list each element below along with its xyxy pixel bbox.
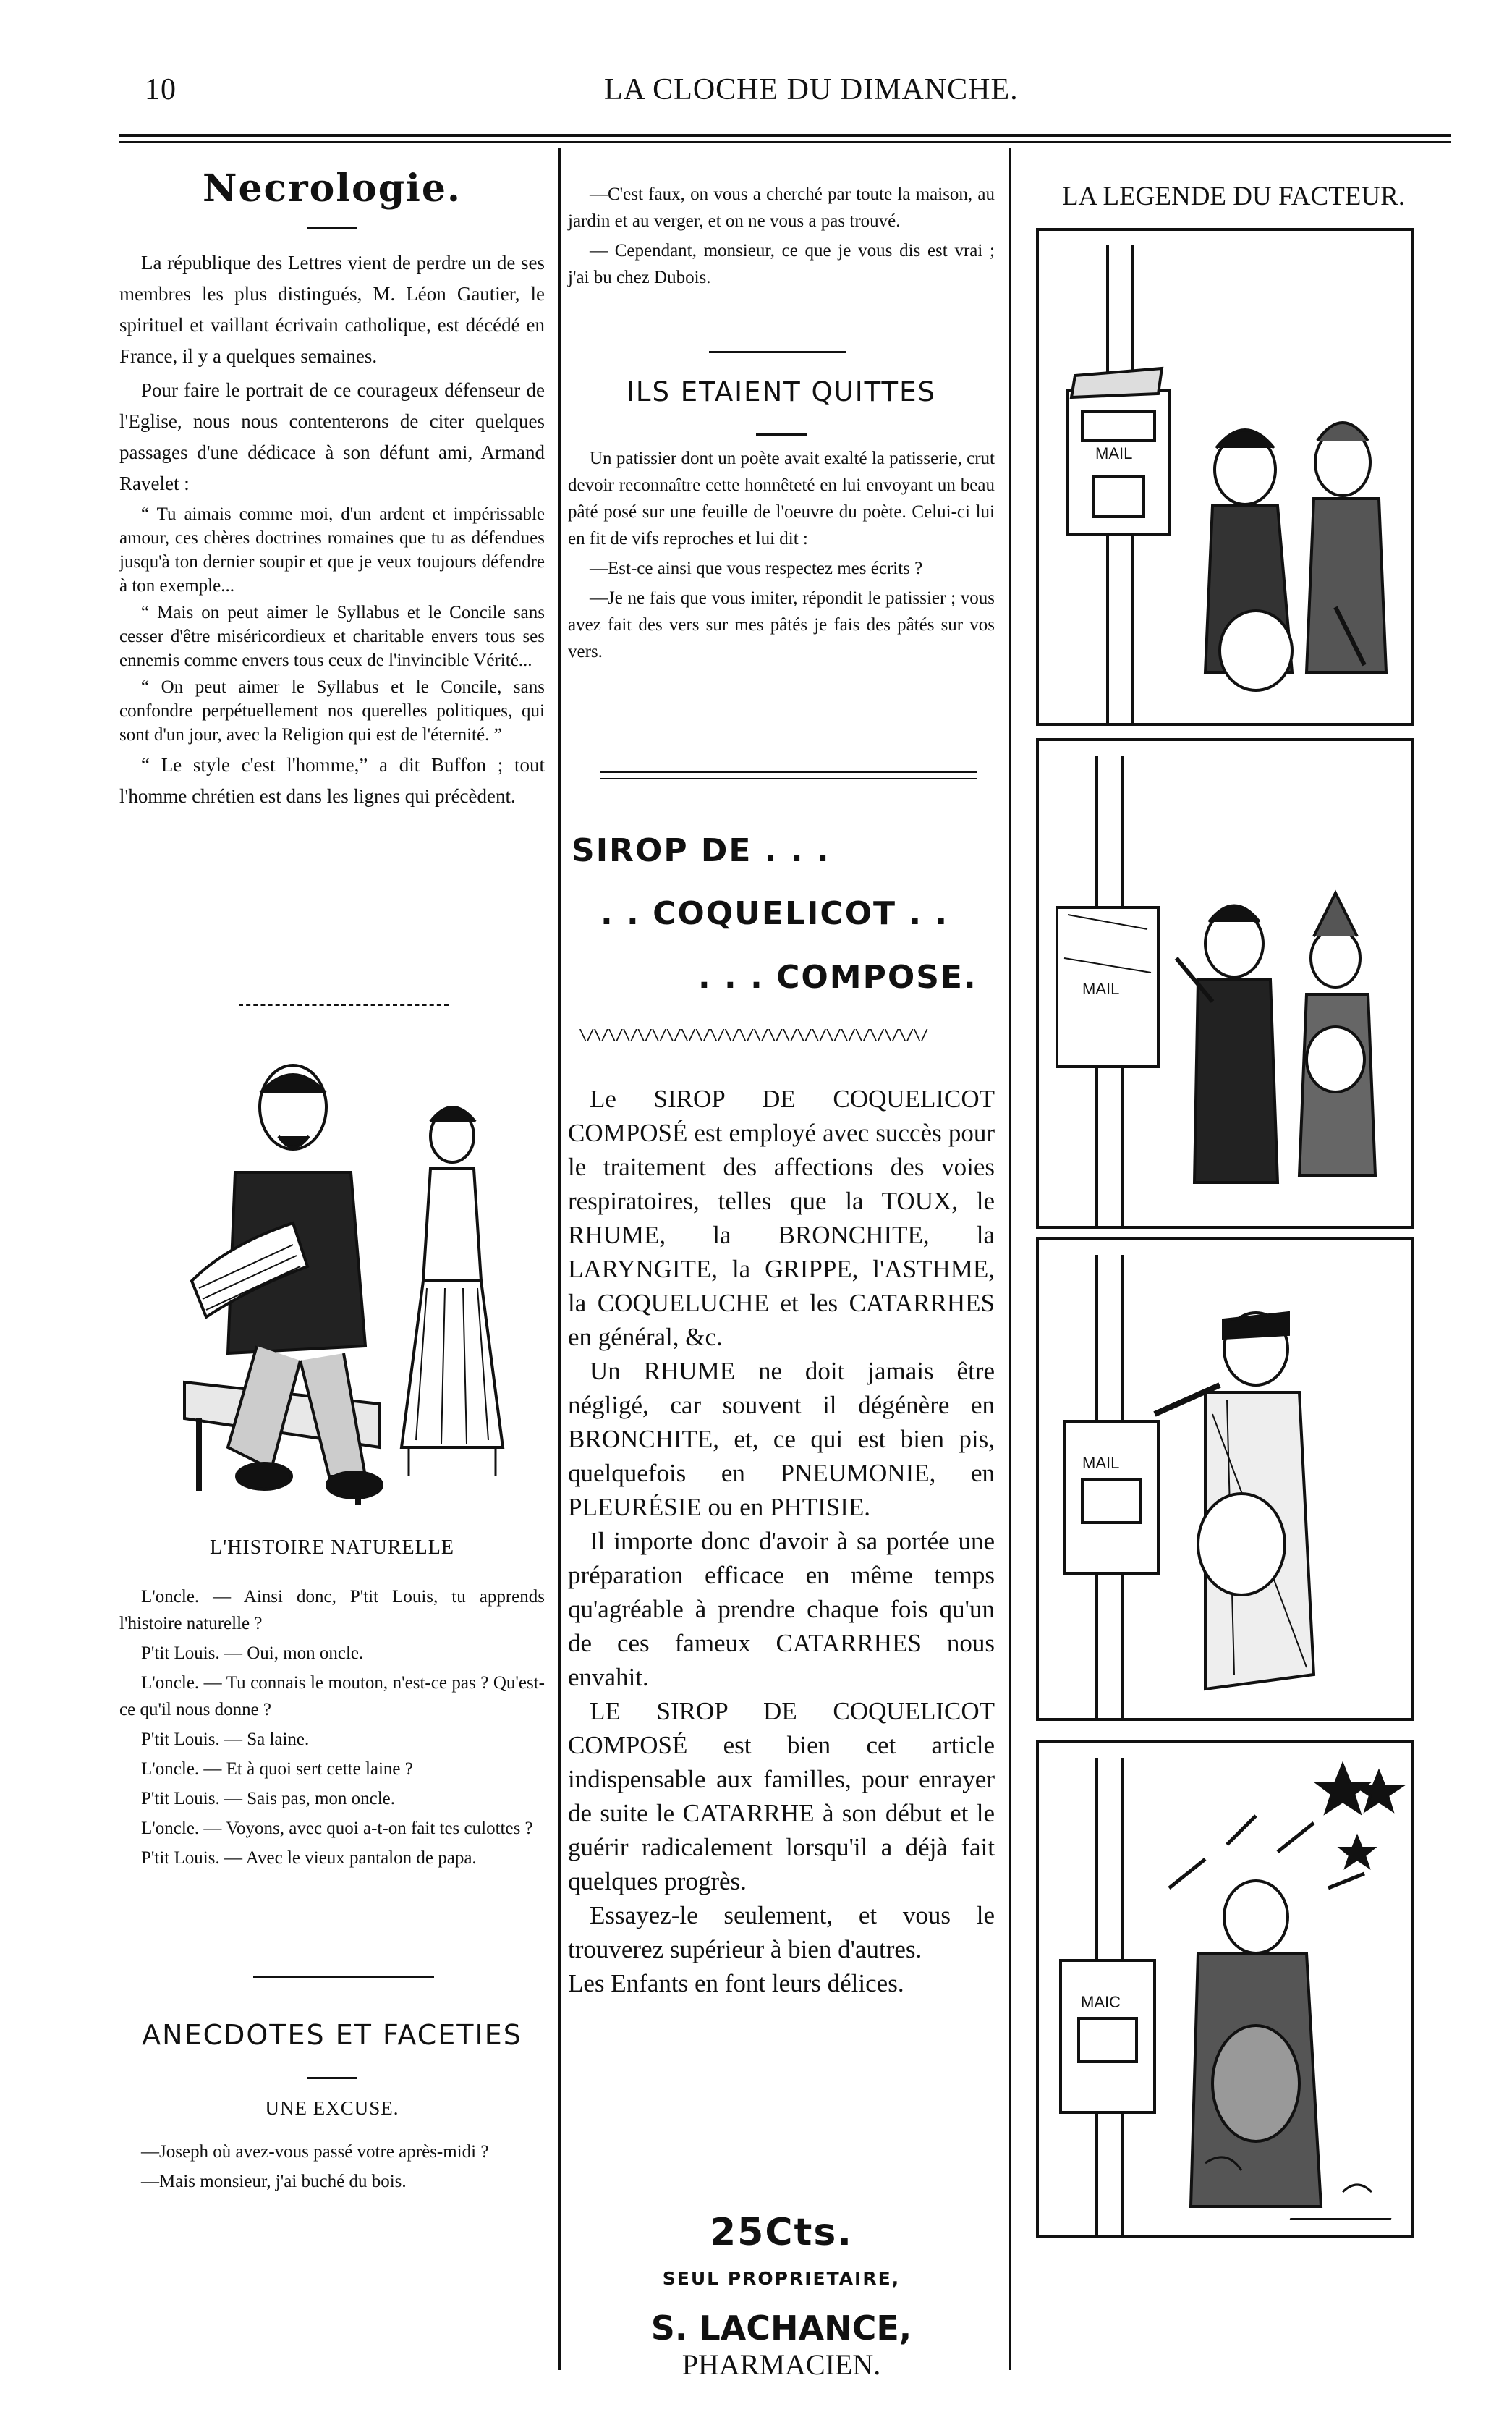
panel-1-drawing xyxy=(1039,231,1411,723)
necrologie-quote: “ On peut aimer le Syllabus et le Concile, sans confondre perpétuellement nos querelles politiques, qui sont d'un jour, avec la Religion qui est de l'éternité. ” xyxy=(119,677,545,745)
header-rule-top xyxy=(119,134,1451,137)
header-rule-bottom xyxy=(119,141,1451,143)
ad-seul-proprietaire: SEUL PROPRIETAIRE, xyxy=(662,2268,901,2289)
anecdotes-text-left xyxy=(119,2138,545,2198)
quittes-paragraph: Un patissier dont un poète avait exalté la patisserie, crut devoir reconnaître cette honnêteté en lui envoyant un beau pâté posé sur une feuille de l'oeuvre du poète. Celui-ci lui en fit de vifs reproches et lui dit : xyxy=(568,449,995,549)
dialogue-line: L'oncle. — Voyons, avec quoi a-t-on fait tes culottes ? xyxy=(141,1819,533,1838)
anecdote-line: — Cependant, monsieur, ce que je vous dis est vrai ; j'ai bu chez Dubois. xyxy=(568,241,995,287)
title-underline xyxy=(307,2077,357,2079)
anecdote-line: —Mais monsieur, j'ai buché du bois. xyxy=(141,2172,407,2191)
column-separator-2 xyxy=(1009,148,1011,2370)
anecdote-line: —C'est faux, on vous a cherché par toute la maison, au jardin et au verger, et on ne vous a pas trouvé. xyxy=(568,185,995,231)
page-number: 10 xyxy=(145,73,177,106)
necrologie-quote: “ Tu aimais comme moi, d'un ardent et impérissable amour, ces chères doctrines romaines que tu as défendues jusqu'à ton dernier soupir et que je veux toujours défendre à ton exemple... xyxy=(119,504,545,596)
panel-3-drawing xyxy=(1039,1240,1411,1718)
quittes-paragraph: —Est-ce ainsi que vous respectez mes écrits ? xyxy=(590,559,923,578)
histoire-illustration xyxy=(141,1042,532,1512)
ad-headline-3: . . . COMPOSE. xyxy=(698,959,977,996)
legende-title: LA LEGENDE DU FACTEUR. xyxy=(1061,182,1406,211)
ad-paragraph: Le SIROP DE COQUELICOT COMPOSÉ est employé avec succès pour le traitement des affections des voies respiratoires, telles que la TOUX, le RHUME, la BRONCHITE, la LARYNGITE, la GRIPPE, l'ASTHME, la COQUELUCHE et les CATARRHES en général, &c. xyxy=(568,1085,995,1351)
anecdotes-subtitle: UNE EXCUSE. xyxy=(265,2097,399,2119)
ad-wave-divider: \/\/\/\/\/\/\/\/\/\/\/\/\/\/\/\/\/\/\/\/\/\/\/\/ xyxy=(579,1026,927,1044)
necrologie-paragraph: La république des Lettres vient de perdre un de ses membres les plus distingués, M. Léon Gautier, le spirituel et vaillant écrivain catholique, est décédé en France, il y a quelques semaines. xyxy=(119,252,545,367)
ad-owner: S. LACHANCE, xyxy=(650,2309,912,2348)
ad-headline-1: SIROP DE . . . xyxy=(572,832,831,869)
necrologie-title: Necrologie. xyxy=(202,166,462,211)
dialogue-line: P'tit Louis. — Oui, mon oncle. xyxy=(141,1643,364,1663)
ad-paragraph: Les Enfants en font leurs délices. xyxy=(568,1969,904,1997)
anecdotes-text-right xyxy=(568,181,995,294)
ad-headline-2: . . COQUELICOT . . xyxy=(600,895,949,932)
ad-top-rule-2 xyxy=(600,778,977,779)
dialogue-line: L'oncle. — Ainsi donc, P'tit Louis, tu apprends l'histoire naturelle ? xyxy=(119,1587,545,1633)
panel-4-mail-label: MAIC xyxy=(1081,1993,1121,2011)
histoire-dialogue xyxy=(119,1583,545,1874)
necrologie-paragraph: Pour faire le portrait de ce courageux défenseur de l'Eglise, nous nous contenterons de citer quelques passages d'une dédicace à son défunt ami, Armand Ravelet : xyxy=(119,379,545,494)
necrologie-quote: “ Mais on peut aimer le Syllabus et le Concile sans cesser d'être miséricordieux et charitable envers tous ses ennemis comme envers tous ceux de l'invincible Vérité... xyxy=(119,603,545,670)
ad-paragraph: LE SIROP DE COQUELICOT COMPOSÉ est bien cet article indispensable aux familles, pour enrayer de suite le CATARRHE à son début et le guérir radicalement lorsqu'il a déjà fait quelques progrès. xyxy=(568,1697,995,1895)
ad-paragraph: Un RHUME ne doit jamais être négligé, car souvent il dégénère en BRONCHITE, et, ce qui est bien pis, quelquefois en PNEUMONIE, en PLEURÉSIE ou en PHTISIE. xyxy=(568,1357,995,1521)
quittes-title: ILS ETAIENT QUITTES xyxy=(626,376,937,407)
ad-top-rule xyxy=(600,771,977,773)
dialogue-line: P'tit Louis. — Avec le vieux pantalon de papa. xyxy=(141,1848,477,1868)
anecdote-line: —Joseph où avez-vous passé votre après-midi ? xyxy=(141,2142,489,2162)
ad-price: 25Cts. xyxy=(709,2211,854,2254)
dialogue-line: L'oncle. — Tu connais le mouton, n'est-ce pas ? Qu'est-ce qu'il nous donne ? xyxy=(119,1673,545,1719)
section-ornament xyxy=(709,351,846,353)
comic-panel-3 xyxy=(1036,1237,1414,1721)
section-ornament xyxy=(239,997,449,1006)
title-underline xyxy=(307,227,357,229)
anecdotes-title: ANECDOTES ET FACETIES xyxy=(142,2019,522,2051)
ad-paragraph: Essayez-le seulement, et vous le trouverez supérieur à bien d'autres. xyxy=(568,1901,995,1963)
dialogue-line: P'tit Louis. — Sais pas, mon oncle. xyxy=(141,1789,396,1808)
newspaper-title: LA CLOCHE DU DIMANCHE. xyxy=(604,73,1019,106)
comic-panel-1 xyxy=(1036,228,1414,726)
ad-owner-line xyxy=(568,2309,995,2382)
ad-body xyxy=(568,1082,995,2000)
section-ornament xyxy=(253,1976,434,1978)
histoire-caption: L'HISTOIRE NATURELLE xyxy=(210,1536,454,1559)
panel-4-drawing xyxy=(1039,1743,1411,2235)
panel-2-mail-label: MAIL xyxy=(1082,980,1120,998)
comic-panel-2 xyxy=(1036,738,1414,1229)
dialogue-line: P'tit Louis. — Sa laine. xyxy=(141,1730,310,1749)
column-left xyxy=(119,166,545,815)
panel-1-mail-label: MAIL xyxy=(1095,444,1133,462)
comic-panel-4 xyxy=(1036,1740,1414,2238)
quittes-text xyxy=(568,445,995,668)
title-underline xyxy=(756,433,807,436)
quittes-paragraph: —Je ne fais que vous imiter, répondit le patissier ; vous avez fait des vers sur mes pâtés je fais des pâtés sur vos vers. xyxy=(568,588,995,661)
ad-paragraph: Il importe donc d'avoir à sa portée une préparation efficace en même temps qu'agréable à prendre chaque fois qu'un de ces fameux CATARRHES nous envahit. xyxy=(568,1527,995,1691)
artist-signature xyxy=(1290,2206,1396,2220)
column-separator-1 xyxy=(558,148,561,2370)
panel-3-mail-label: MAIL xyxy=(1082,1454,1120,1472)
necrologie-quote: “ Le style c'est l'homme,” a dit Buffon ; tout l'homme chrétien est dans les lignes qui précèdent. xyxy=(119,754,545,807)
panel-2-drawing xyxy=(1039,741,1411,1226)
ad-owner-title: PHARMACIEN. xyxy=(681,2348,881,2381)
dialogue-line: L'oncle. — Et à quoi sert cette laine ? xyxy=(141,1759,413,1779)
